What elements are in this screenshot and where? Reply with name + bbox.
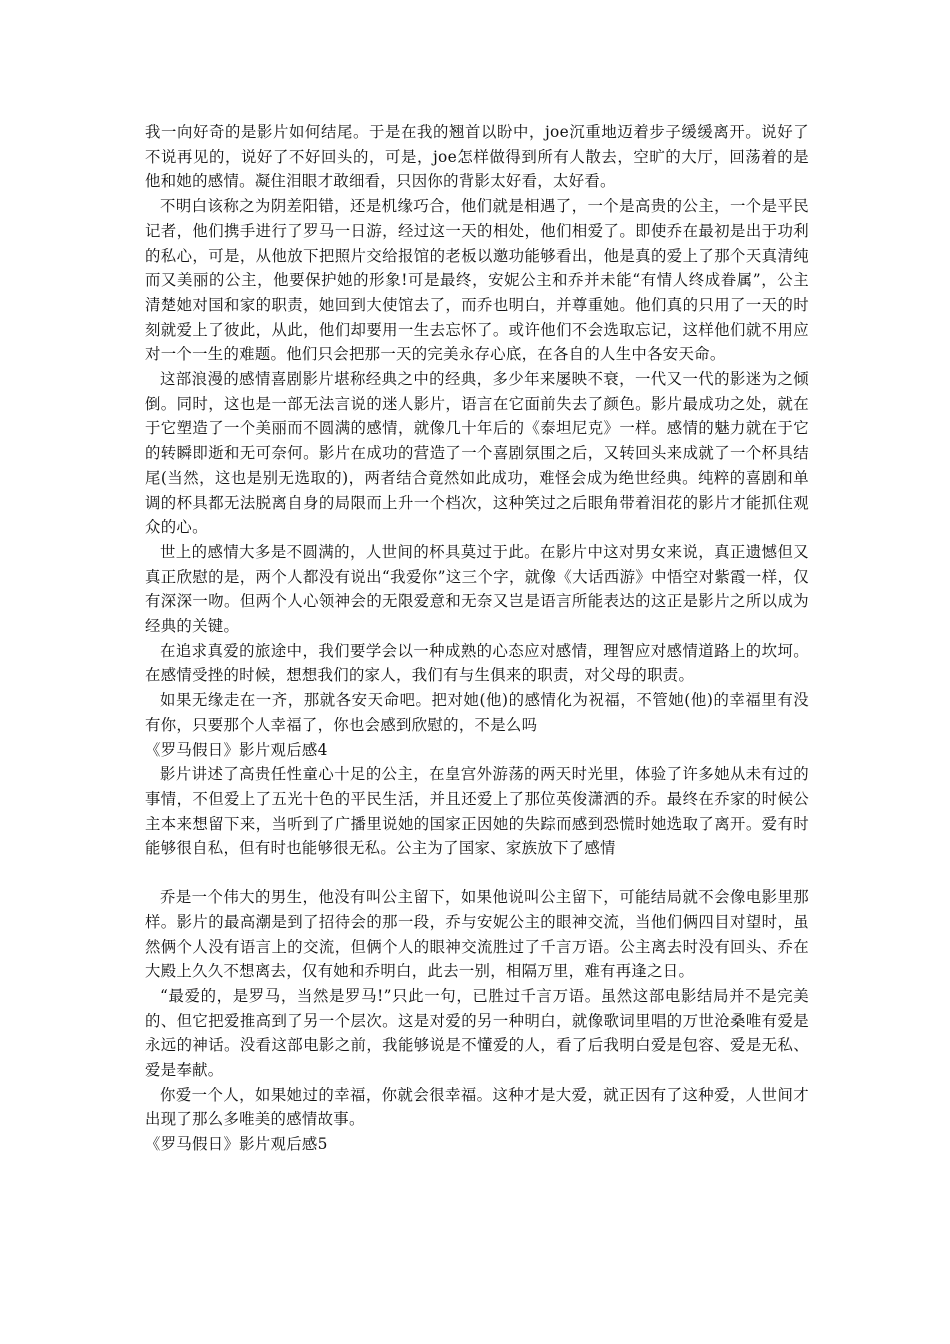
section-heading-4: 《罗马假日》影片观后感4 xyxy=(145,740,328,759)
paragraph-9: “最爱的，是罗马，当然是罗马!”只此一句，已胜过千言万语。虽然这部电影结局并不是完美的、但它把爱推高到了另一个层次。这是对爱的另一种明白，就像歌词里唱的万世沧桑唯有爱是永远的神话。没看这部电影之前，我能够说是不懂爱的人，看了后我明白爱是包容、爱是无私、爱是奉献。 xyxy=(145,986,809,1080)
paragraph-3: 这部浪漫的感情喜剧影片堪称经典之中的经典，多少年来屡映不衰，一代又一代的影迷为之倾倒。同时，这也是一部无法言说的迷人影片，语言在它面前失去了颜色。影片最成功之处，就在于它塑造了一个美丽而不圆满的感情，就像几十年后的《泰坦尼克》一样。感情的魅力就在于它的转瞬即逝和无可奈何。影片在成功的营造了一个喜剧氛围之后，又转回头来成就了一个杯具结尾(当然，这也是别无选取的)，两者结合竟然如此成功，难怪会成为绝世经典。纯粹的喜剧和单调的杯具都无法脱离自身的局限而上升一个档次，这种笑过之后眼角带着泪花的影片才能抓住观众的心。 xyxy=(145,370,809,537)
section-heading-5: 《罗马假日》影片观后感5 xyxy=(145,1135,328,1154)
paragraph-spacer xyxy=(145,861,809,885)
paragraph-5: 在追求真爱的旅途中，我们要学会以一种成熟的心态应对感情，理智应对感情道路上的坎坷。在感情受挫的时候，想想我们的家人，我们有与生俱来的职责，对父母的职责。 xyxy=(145,641,809,685)
document-body xyxy=(145,120,809,1157)
paragraph-7: 影片讲述了高贵任性童心十足的公主，在皇宫外游荡的两天时光里，体验了许多她从未有过的事情，不但爱上了五光十色的平民生活，并且还爱上了那位英俊潇洒的乔。最终在乔家的时候公主本来想留下来，当听到了广播里说她的国家正因她的失踪而感到恐慌时她选取了离开。爱有时能够很自私，但有时也能够很无私。公主为了国家、家族放下了感情 xyxy=(145,765,809,858)
paragraph-6: 如果无缘走在一齐，那就各安天命吧。把对她(他)的感情化为祝福，不管她(他)的幸福里有没有你，只要那个人幸福了，你也会感到欣慰的，不是么吗 xyxy=(145,691,809,734)
paragraph-2: 不明白该称之为阴差阳错，还是机缘巧合，他们就是相遇了，一个是高贵的公主，一个是平民记者，他们携手进行了罗马一日游，经过这一天的相处，他们相爱了。即使乔在最初是出于功利的私心，可是，从他放下把照片交给报馆的老板以邀功能够看出，他是真的爱上了那个天真清纯而又美丽的公主，他要保护她的形象!可是最终，安妮公主和乔并未能“有情人终成眷属”，公主清楚她对国和家的职责，她回到大使馆去了，而乔也明白，并尊重她。他们真的只用了一天的时刻就爱上了彼此，从此，他们却要用一生去忘怀了。或许他们不会选取忘记，这样他们就不用应对一个一生的难题。他们只会把那一天的完美永存心底，在各自的人生中各安天命。 xyxy=(145,197,809,364)
paragraph-10: 你爱一个人，如果她过的幸福，你就会很幸福。这种才是大爱，就正因有了这种爱，人世间才出现了那么多唯美的感情故事。 xyxy=(145,1085,809,1129)
paragraph-8: 乔是一个伟大的男生，他没有叫公主留下，如果他说叫公主留下，可能结局就不会像电影里那样。影片的最高潮是到了招待会的那一段，乔与安妮公主的眼神交流，当他们俩四目对望时，虽然俩个人没有语言上的交流，但俩个人的眼神交流胜过了千言万语。公主离去时没有回头、乔在大殿上久久不想离去，仅有她和乔明白，此去一别，相隔万里，难有再逢之日。 xyxy=(145,888,809,981)
paragraph-1: 我一向好奇的是影片如何结尾。于是在我的翘首以盼中，joe沉重地迈着步子缓缓离开。说好了不说再见的，说好了不好回头的，可是，joe怎样做得到所有人散去，空旷的大厅，回荡着的是他和她的感情。凝住泪眼才敢细看，只因你的背影太好看，太好看。 xyxy=(145,123,809,191)
paragraph-4: 世上的感情大多是不圆满的，人世间的杯具莫过于此。在影片中这对男女来说，真正遗憾但又真正欣慰的是，两个人都没有说出“我爱你”这三个字，就像《大话西游》中悟空对紫霞一样，仅有深深一吻。但两个人心领神会的无限爱意和无奈又岂是语言所能表达的这正是影片之所以成为经典的关键。 xyxy=(145,542,809,636)
